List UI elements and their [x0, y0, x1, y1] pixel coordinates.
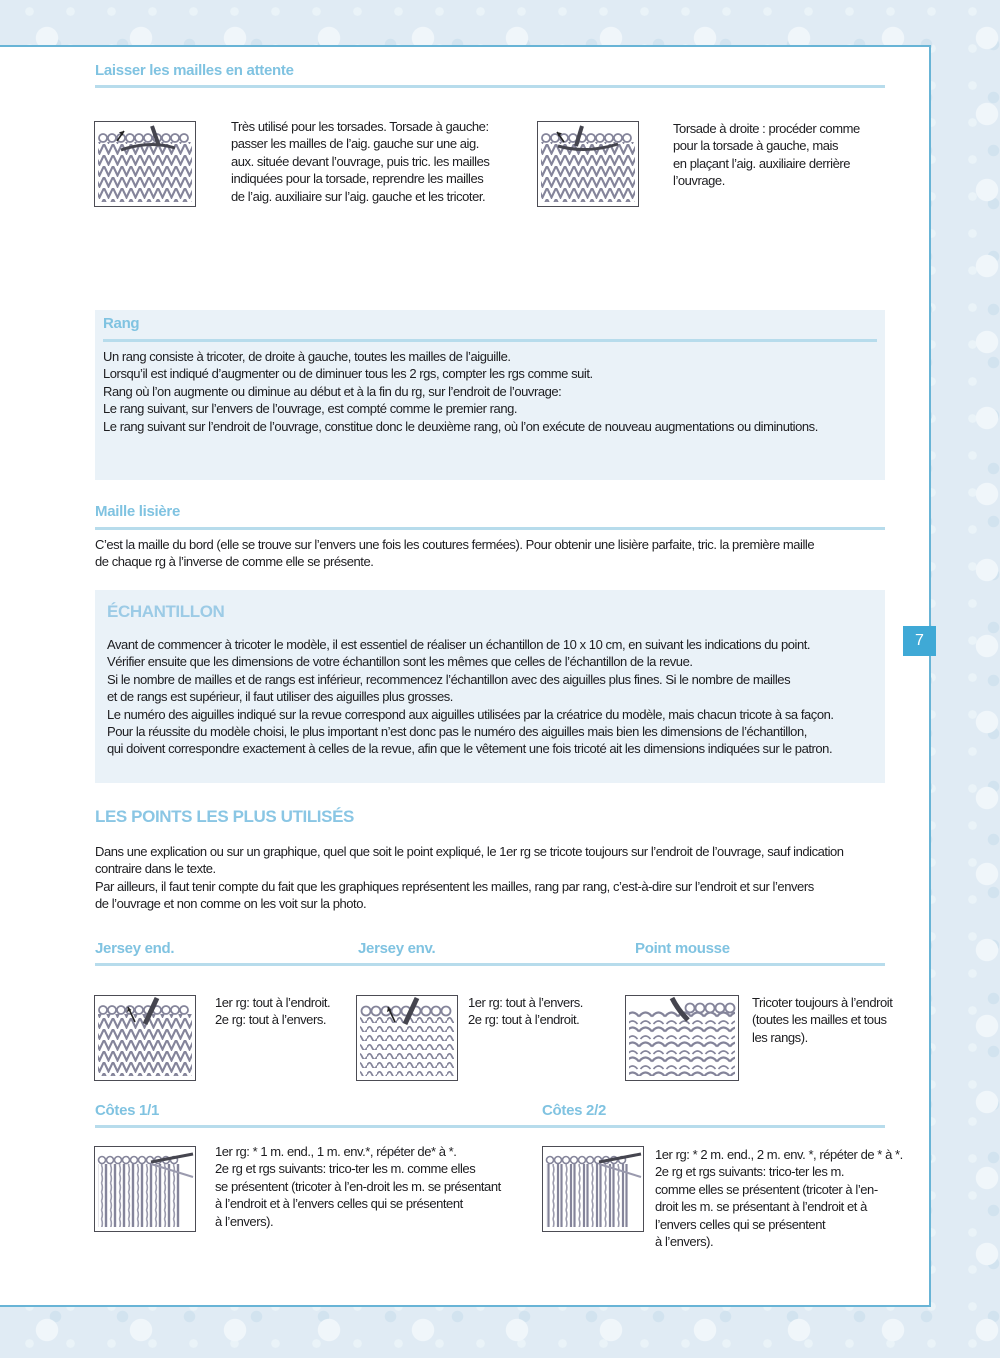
section-title-attente: Laisser les mailles en attente: [95, 62, 294, 79]
rib-2-2-illustration: [543, 1147, 643, 1231]
cotes-2-2-swatch: [542, 1146, 644, 1232]
torsade-droite-swatch: [537, 121, 639, 207]
section-title-rang: Rang: [103, 315, 140, 332]
reverse-stockinette-illustration: [357, 996, 457, 1080]
jersey-envers-swatch: [356, 995, 458, 1081]
point-mousse-text: Tricoter toujours à l’endroit (toutes les mailles et tous les rangs).: [752, 995, 893, 1045]
echantillon-text: Avant de commencer à tricoter le modèle, il est essentiel de réaliser un échantillon de 10 x 10 cm, en suivant les indications du point. Vérifier ensuite que les dimensions de votre échantillon sont les mêmes que celles de l’échantillon de la revue. Si le nombre de mailles et de rangs est inférieur, recommencez l’échantillon avec des aiguilles plus fines. Si le nombre de mailles et de rangs est supérieur, il faut utiliser des aiguilles plus grosses. Le numéro des aiguilles indiqué sur la revue correspond aux aiguilles utilisées par la créatrice du modèle, mais chacun tricote à sa façon. Pour la réussite du modèle choisi, le plus important n’est donc pas le numéro des aiguilles mais bien les dimensions de l’échantillon, qui doivent correspondre exactement à celles de la revue, afin que le vêtement une fois tricoté ait les dimensions indiquées sur le patron.: [107, 637, 834, 757]
lisiere-text: C’est la maille du bord (elle se trouve sur l’envers une fois les coutures fermées). Pour obtenir une lisière parfaite, tric. la première maille de chaque rg à l’inverse de comme elle se présente.: [95, 537, 815, 570]
stockinette-illustration: [95, 996, 195, 1080]
cotes-1-1-swatch: [94, 1146, 196, 1232]
jersey-endroit-text: 1er rg: tout à l’endroit. 2e rg: tout à l’envers.: [215, 995, 331, 1028]
point-mousse-swatch: [625, 995, 739, 1081]
section-underline: [95, 527, 885, 530]
points-text: Dans une explication ou sur un graphique, quel que soit le point expliqué, le 1er rg se tricote toujours sur l’endroit de l’ouvrage, sauf indication contraire dans le texte. Par ailleurs, il faut tenir compte du fait que les graphiques représentent les mailles, rang par rang, c’est-à-dire sur l’endroit et sur l’envers de l’ouvrage et non comme on les voit sur la photo.: [95, 844, 844, 912]
jersey-envers-text: 1er rg: tout à l’envers. 2e rg: tout à l’endroit.: [468, 995, 583, 1028]
cotes-1-1-text: 1er rg: * 1 m. end., 1 m. env.*, répéter de* à *. 2e rg et rgs suivants: trico-ter les m. comme elles se présentent (tricoter à l’en-droit les m. se présentant à l’endroit et à l’envers celles qui se présentent à l’envers).: [215, 1144, 501, 1229]
torsade-droite-text: Torsade à droite : procéder comme pour la torsade à gauche, mais en plaçant l’aig. auxiliaire derrière l’ouvrage.: [673, 121, 860, 189]
torsade-gauche-text: Très utilisé pour les torsades. Torsade à gauche: passer les mailles de l’aig. gauche sur une aig. aux. située devant l’ouvrage, puis tric. les mailles indiquées pour la torsade, reprendre les mailles de l’aig. auxiliaire sur l’aig. gauche et les tricoter.: [231, 119, 490, 204]
column-title-cotes-2-2: Côtes 2/2: [542, 1102, 606, 1119]
section-title-points: LES POINTS LES PLUS UTILISÉS: [95, 807, 354, 826]
page-number: 7: [915, 632, 924, 649]
section-underline: [103, 339, 877, 342]
garter-stitch-illustration: [626, 996, 738, 1080]
column-title-point-mousse: Point mousse: [635, 940, 730, 957]
column-title-jersey-envers: Jersey env.: [358, 940, 436, 957]
cotes-2-2-text: 1er rg: * 2 m. end., 2 m. env. *, répéter de * à *. 2e rg et rgs suivants: trico-ter les m. comme elles se présentent (tricoter à l’en- droit les m. se présentant à l’endroit et à l’envers celles qui se présentent à l’envers).: [655, 1147, 903, 1250]
page-number-tab: [903, 626, 936, 656]
section-title-echantillon: ÉCHANTILLON: [107, 602, 225, 621]
page-body: [0, 45, 931, 1307]
knit-cable-back-illustration: [538, 122, 638, 206]
torsade-gauche-swatch: [94, 121, 196, 207]
knit-cable-front-illustration: [95, 122, 195, 206]
section-title-lisiere: Maille lisière: [95, 503, 181, 520]
column-title-cotes-1-1: Côtes 1/1: [95, 1102, 159, 1119]
rib-1-1-illustration: [95, 1147, 195, 1231]
rang-text: Un rang consiste à tricoter, de droite à gauche, toutes les mailles de l’aiguille. Lorsqu’il est indiqué d’augmenter ou de diminuer tous les 2 rgs, compter les rgs comme suit. Rang où l’on augmente ou diminue au début et à la fin du rg, sur l’endroit de l’ouvrage: Le rang suivant, sur l’envers de l’ouvrage, est compté comme le premier rang. Le rang suivant sur l’endroit de l’ouvrage, constitue donc le deuxième rang, où l’on exécute de nouveau augmentations ou diminutions.: [103, 349, 818, 434]
section-underline: [95, 1125, 885, 1128]
section-underline: [95, 963, 885, 966]
jersey-endroit-swatch: [94, 995, 196, 1081]
column-title-jersey-endroit: Jersey end.: [95, 940, 175, 957]
section-underline: [95, 85, 885, 88]
